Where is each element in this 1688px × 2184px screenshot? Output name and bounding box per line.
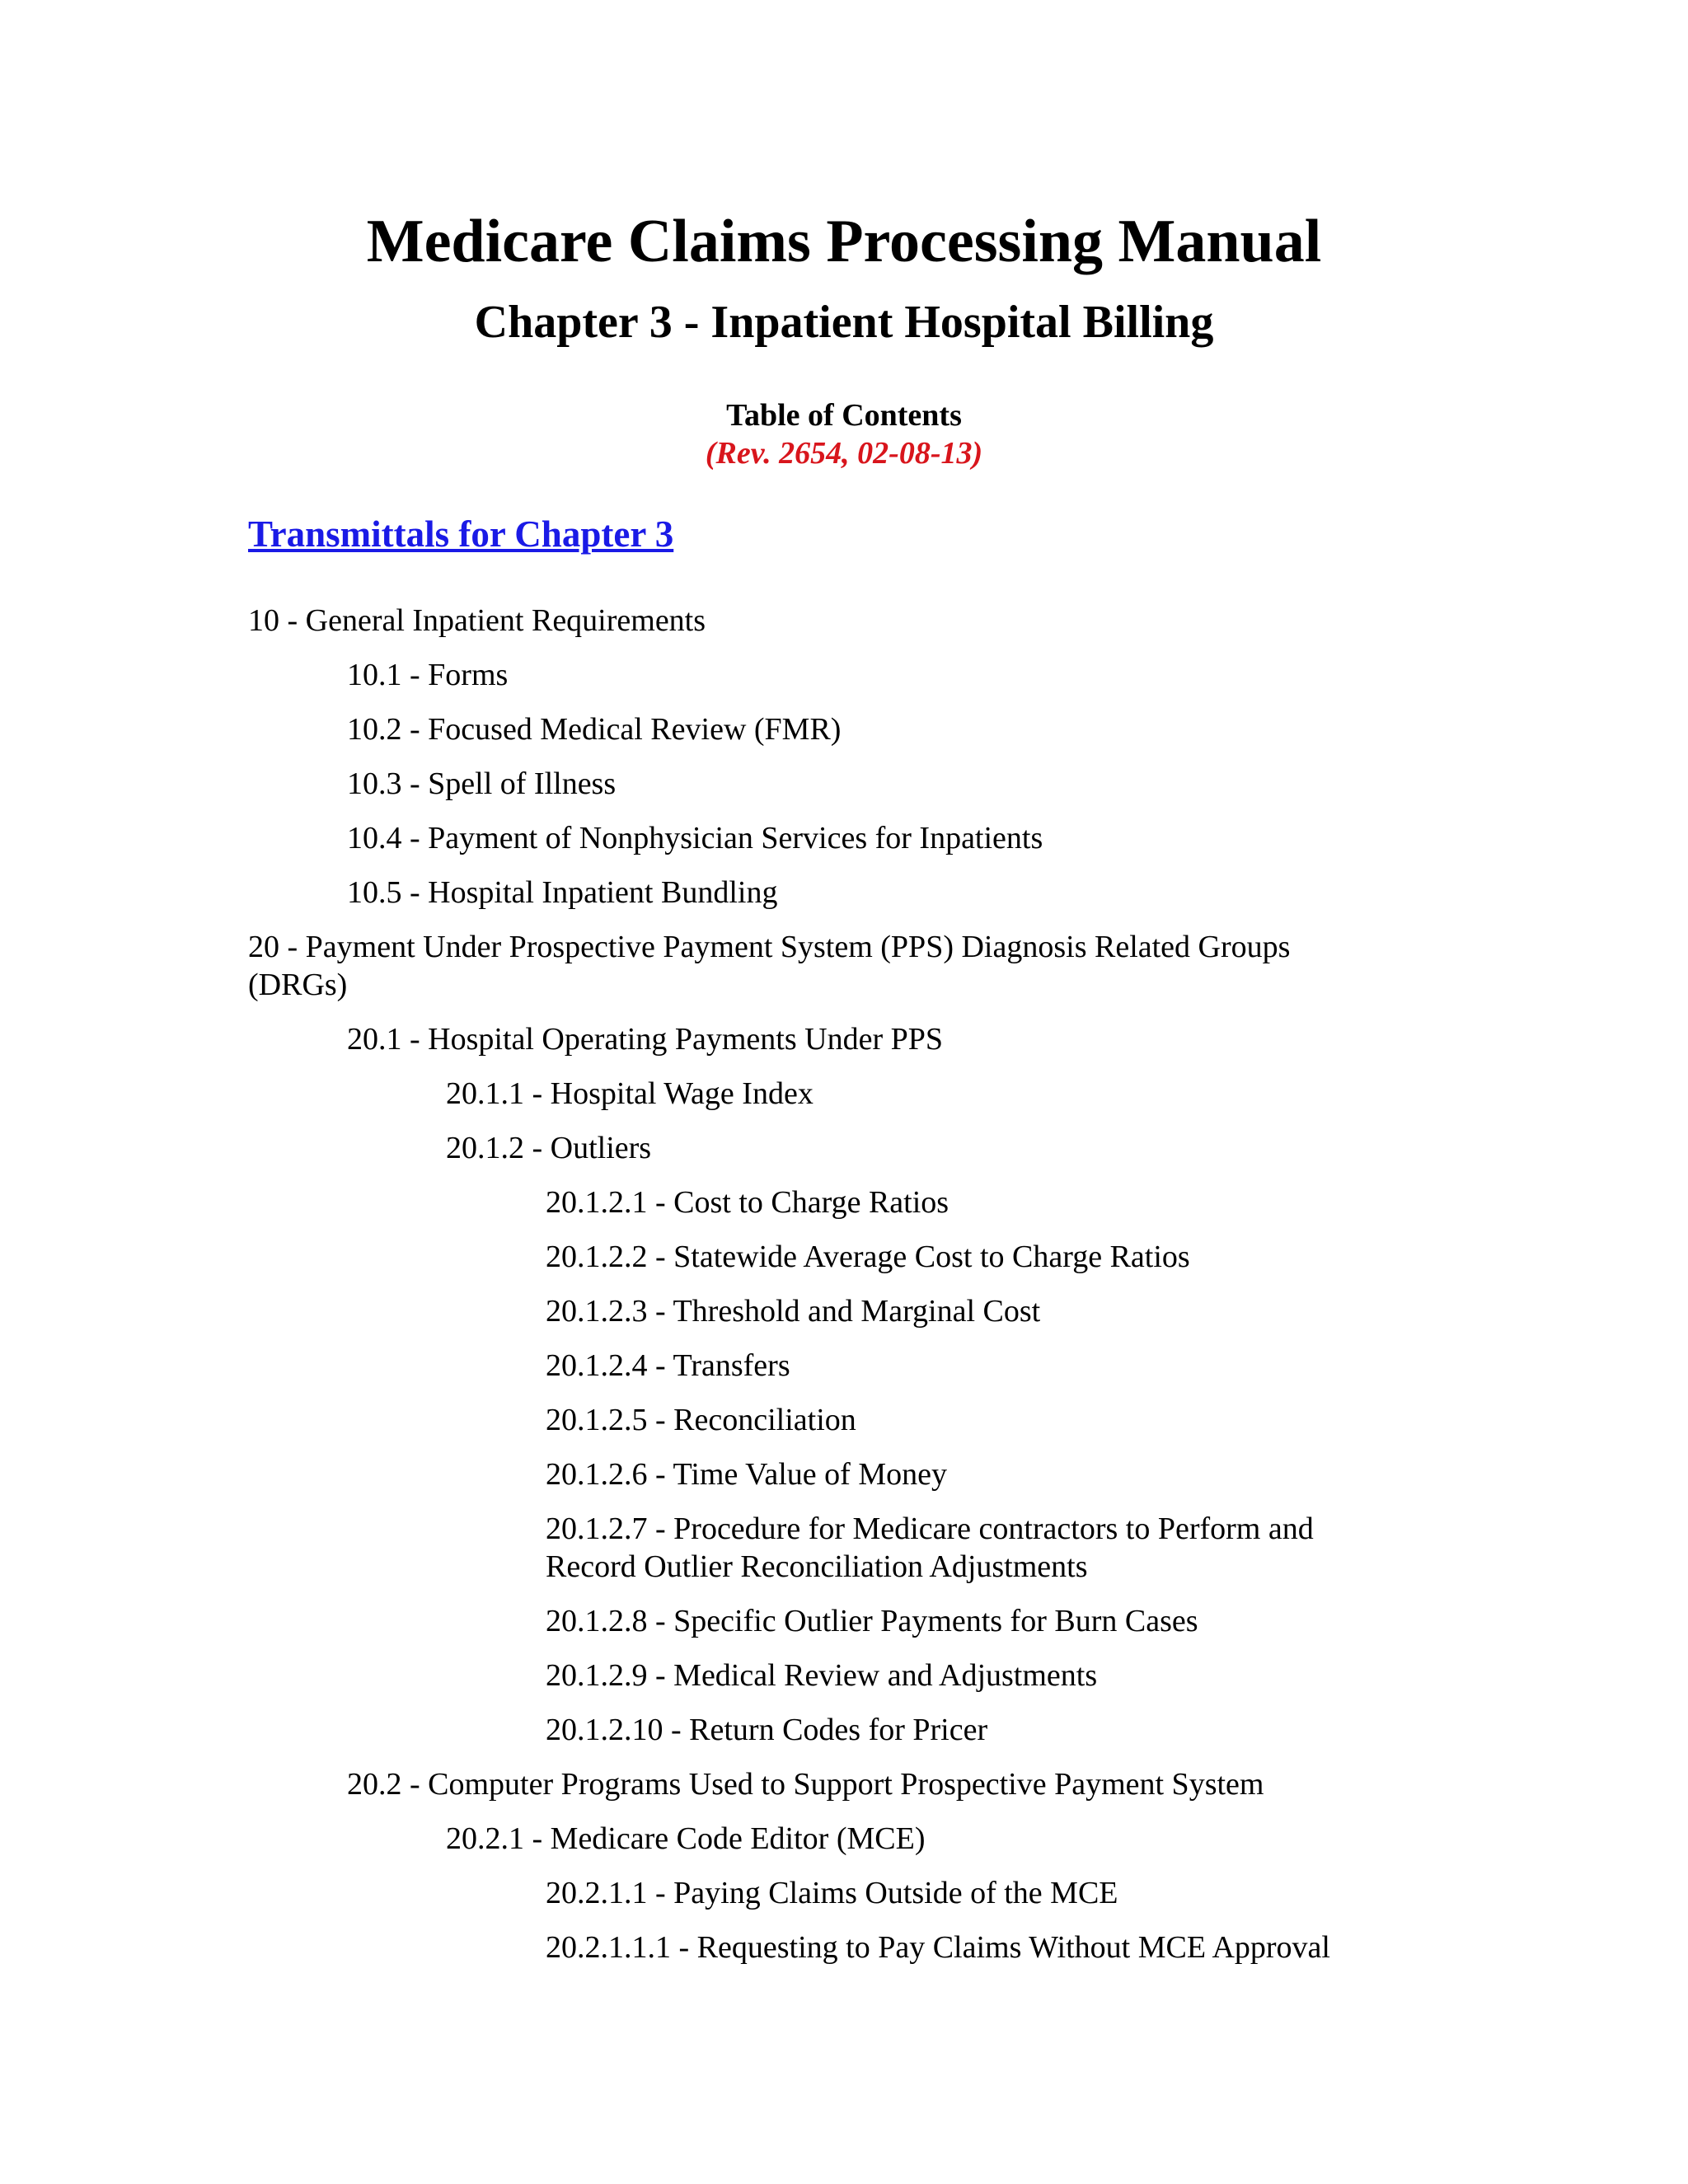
toc-heading: Table of Contents: [726, 398, 962, 433]
toc-entry[interactable]: 20.1.2 - Outliers: [446, 1131, 652, 1165]
revision-note: (Rev. 2654, 02-08-13): [705, 436, 983, 471]
toc-entry[interactable]: 10.3 - Spell of Illness: [347, 766, 617, 801]
toc-entry[interactable]: 20.1.2.8 - Specific Outlier Payments for Burn Cases: [546, 1604, 1198, 1638]
toc-entry[interactable]: 20.1.2.9 - Medical Review and Adjustments: [546, 1658, 1098, 1693]
transmittals-link[interactable]: Transmittals for Chapter 3: [248, 513, 674, 555]
toc-entry[interactable]: 10.4 - Payment of Nonphysician Services for Inpatients: [347, 821, 1043, 855]
toc-entry[interactable]: 20.1.2.3 - Threshold and Marginal Cost: [546, 1294, 1041, 1329]
document-title: Medicare Claims Processing Manual: [366, 208, 1322, 275]
toc-entry[interactable]: 10.2 - Focused Medical Review (FMR): [347, 712, 842, 747]
toc-entry[interactable]: 20.1.2.2 - Statewide Average Cost to Charge Ratios: [546, 1240, 1190, 1274]
toc-entry[interactable]: 20.1.2.7 - Procedure for Medicare contractors to Perform and Record Outlier Reconciliation Adjustments: [546, 1511, 1314, 1584]
toc-entry[interactable]: 20.1.2.10 - Return Codes for Pricer: [546, 1713, 988, 1747]
toc-entry[interactable]: 20.2.1.1 - Paying Claims Outside of the MCE: [546, 1876, 1118, 1910]
toc-entry[interactable]: 10.5 - Hospital Inpatient Bundling: [347, 875, 778, 910]
toc-entry[interactable]: 20.2.1 - Medicare Code Editor (MCE): [446, 1821, 926, 1856]
toc-entry[interactable]: 20.2 - Computer Programs Used to Support Prospective Payment System: [347, 1767, 1264, 1802]
toc-entry[interactable]: 10.1 - Forms: [347, 658, 509, 692]
chapter-title: Chapter 3 - Inpatient Hospital Billing: [474, 297, 1214, 348]
toc-entry[interactable]: 20.1.2.6 - Time Value of Money: [546, 1457, 947, 1492]
toc-entry[interactable]: 20.1.2.4 - Transfers: [546, 1348, 790, 1383]
toc-entry[interactable]: 10 - General Inpatient Requirements: [248, 603, 706, 638]
toc-entry[interactable]: 20.1.1 - Hospital Wage Index: [446, 1076, 814, 1111]
toc-entry[interactable]: 20 - Payment Under Prospective Payment System (PPS) Diagnosis Related Groups (DRGs): [248, 930, 1291, 1002]
toc-entry[interactable]: 20.2.1.1.1 - Requesting to Pay Claims Without MCE Approval: [546, 1930, 1330, 1965]
toc-entry[interactable]: 20.1 - Hospital Operating Payments Under PPS: [347, 1022, 944, 1057]
toc-entry[interactable]: 20.1.2.1 - Cost to Charge Ratios: [546, 1185, 950, 1220]
toc-entry[interactable]: 20.1.2.5 - Reconciliation: [546, 1403, 856, 1437]
